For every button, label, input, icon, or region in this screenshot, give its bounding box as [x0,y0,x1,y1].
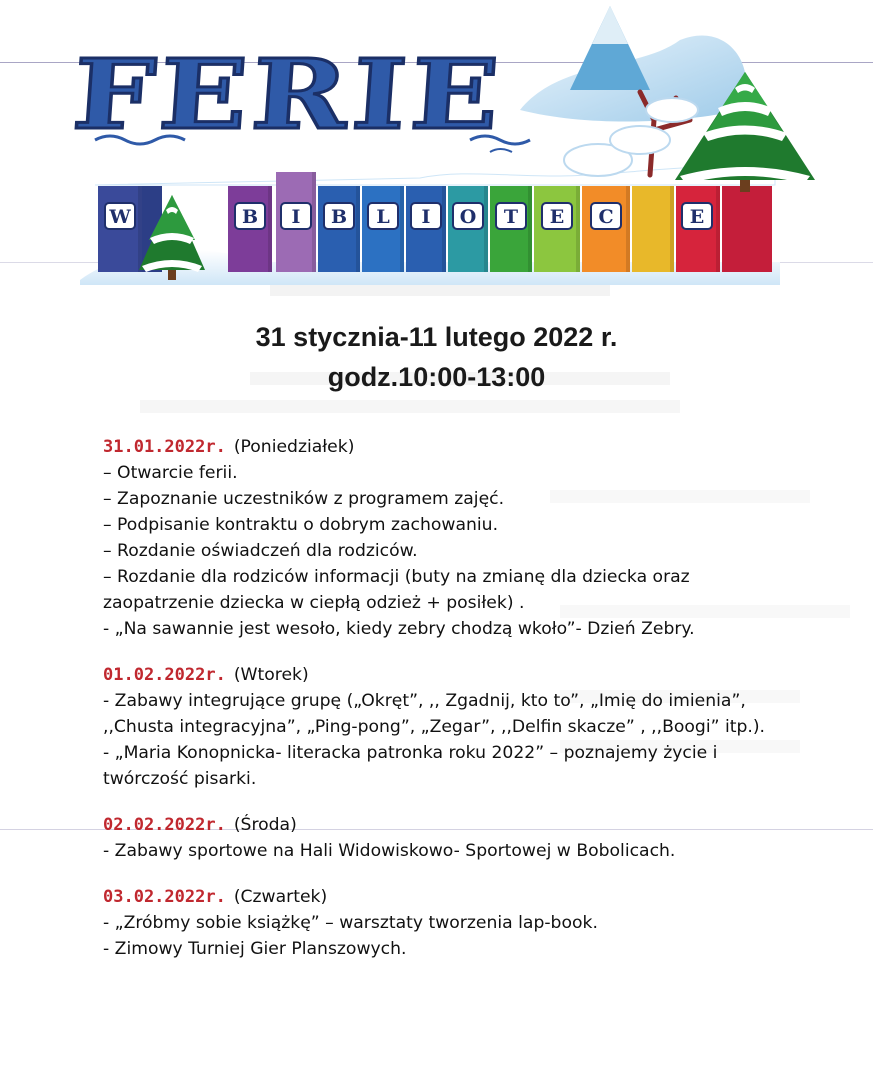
day-weekday: (Środa) [233,815,297,835]
schedule-day [103,434,803,642]
activity-item: - Zabawy sportowe na Hali Widowiskowo- Sportowej w Bobolicach. [103,841,676,861]
activity-item: - „Na sawannie jest wesoło, kiedy zebry chodzą wkoło”- Dzień Zebry. [103,619,695,639]
book-letter: B [330,206,348,228]
day-weekday: (Wtorek) [233,665,309,685]
book-end [722,186,772,272]
book-letter: B [241,206,259,228]
event-hours: godz.10:00-13:00 [327,362,546,392]
book-letter: L [376,206,390,228]
activity-item: – Zapoznanie uczestników z programem zajęć. [103,489,505,509]
book-letter: E [549,206,565,228]
ferie-title [69,38,530,152]
book-letter: I [291,206,301,228]
ferie-title-text: FERIE [69,38,437,151]
book-e2 [632,186,674,272]
day-date: 02.02.2022r. [103,815,226,835]
schedule-day [103,662,803,792]
book-letter: T [503,206,519,228]
activity-item: - „Maria Konopnicka- literacka patronka roku 2022” – poznajemy życie i twórczość pisarki. [103,743,718,789]
book-letter: W [109,206,131,228]
activity-item: - Zabawy integrujące grupę („Okręt”, ,, Zgadnij, kto to”, „Imię do imienia”, ,,Chusta integracyjna”, „Ping-pong”, „Zegar”, ,,Delfin skacze” , ,,Boogi” itp.). [103,691,766,737]
day-weekday: (Poniedziałek) [233,437,355,457]
day-heading [103,662,803,688]
day-date: 31.01.2022r. [103,437,226,457]
event-dates: 31 stycznia-11 lutego 2022 r. [255,322,618,352]
day-heading [103,884,803,910]
header-illustration [0,0,873,310]
activity-item: – Rozdanie dla rodziców informacji (buty na zmianę dla dziecka oraz zaopatrzenie dziecka w ciepłą odzież + posiłek) . [103,567,690,613]
day-date: 03.02.2022r. [103,887,226,907]
book-letter: C [598,206,614,228]
book-letter: I [421,206,431,228]
activity-item: – Podpisanie kontraktu o dobrym zachowaniu. [103,515,499,535]
activity-item: – Rozdanie oświadczeń dla rodziców. [103,541,418,561]
day-heading [103,812,803,838]
day-weekday: (Czwartek) [233,887,328,907]
schedule-day [103,884,803,962]
book-letter: E [689,206,705,228]
day-heading [103,434,803,460]
activity-item: - „Zróbmy sobie książkę” – warsztaty tworzenia lap-book. [103,913,598,933]
activity-item: – Otwarcie ferii. [103,463,238,483]
schedule-day [103,812,803,864]
book-letter: O [459,206,477,228]
day-date: 01.02.2022r. [103,665,226,685]
schedule-list [103,434,803,982]
activity-item: - Zimowy Turniej Gier Planszowych. [103,939,407,959]
